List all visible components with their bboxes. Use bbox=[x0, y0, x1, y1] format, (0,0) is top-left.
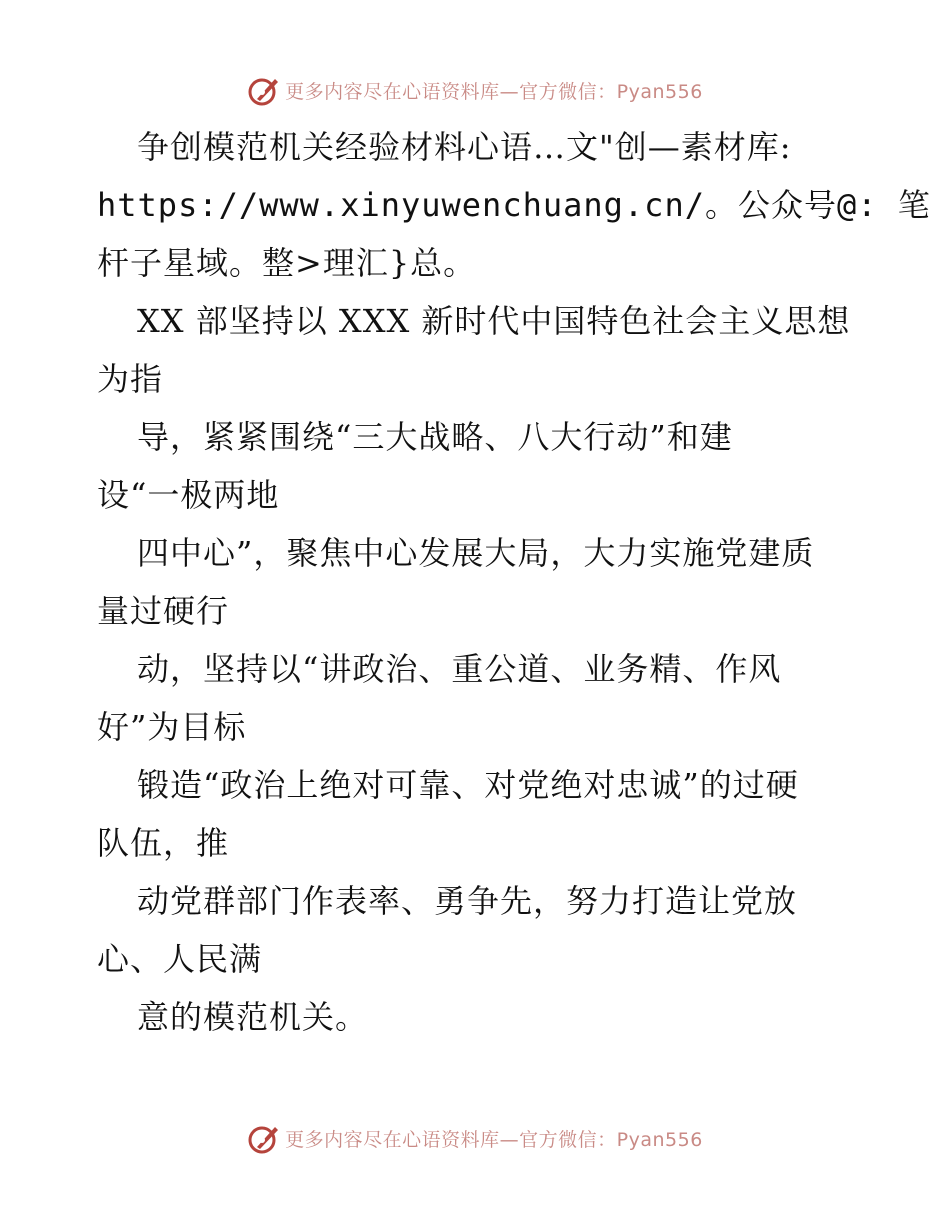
document-body bbox=[97, 118, 931, 1046]
text-line: 心、人民满 bbox=[97, 940, 263, 978]
text-line: 好”为目标 bbox=[97, 708, 247, 746]
text-line: 队伍，推 bbox=[97, 824, 230, 862]
text-line: 杆子星域。整>理汇}总。 bbox=[97, 244, 477, 282]
text-line: 意的模范机关。 bbox=[137, 998, 369, 1036]
text-line: 动党群部门作表率、勇争先，努力打造让党放 bbox=[137, 882, 798, 920]
watermark-text: 更多内容尽在心语资料库—官方微信：Pyan556 bbox=[285, 1128, 703, 1151]
text-line: 锻造“政治上绝对可靠、对党绝对忠诚”的过硬 bbox=[137, 766, 799, 804]
text-line: 动，坚持以“讲政治、重公道、业务精、作风 bbox=[137, 650, 782, 688]
text-line: 导，紧紧围绕“三大战略、八大行动”和建 bbox=[137, 418, 733, 456]
footer-watermark bbox=[0, 1118, 950, 1158]
text-line: https://www.xinyuwenchuang.cn/。公众号@: 笔 bbox=[97, 186, 931, 224]
text-line: XX 部坚持以 XXX 新时代中国特色社会主义思想 bbox=[137, 302, 851, 340]
quill-pen-logo-icon bbox=[247, 73, 281, 107]
quill-pen-logo-icon bbox=[247, 1121, 281, 1155]
text-line: 设“一极两地 bbox=[97, 476, 280, 514]
watermark-text: 更多内容尽在心语资料库—官方微信：Pyan556 bbox=[285, 80, 703, 103]
header-watermark bbox=[0, 70, 950, 110]
text-line: 争创模范机关经验材料心语…文"创—素材库: bbox=[137, 128, 792, 166]
text-line: 四中心”，聚焦中心发展大局，大力实施党建质 bbox=[137, 534, 815, 572]
text-line: 为指 bbox=[97, 360, 164, 398]
text-line: 量过硬行 bbox=[97, 592, 230, 630]
